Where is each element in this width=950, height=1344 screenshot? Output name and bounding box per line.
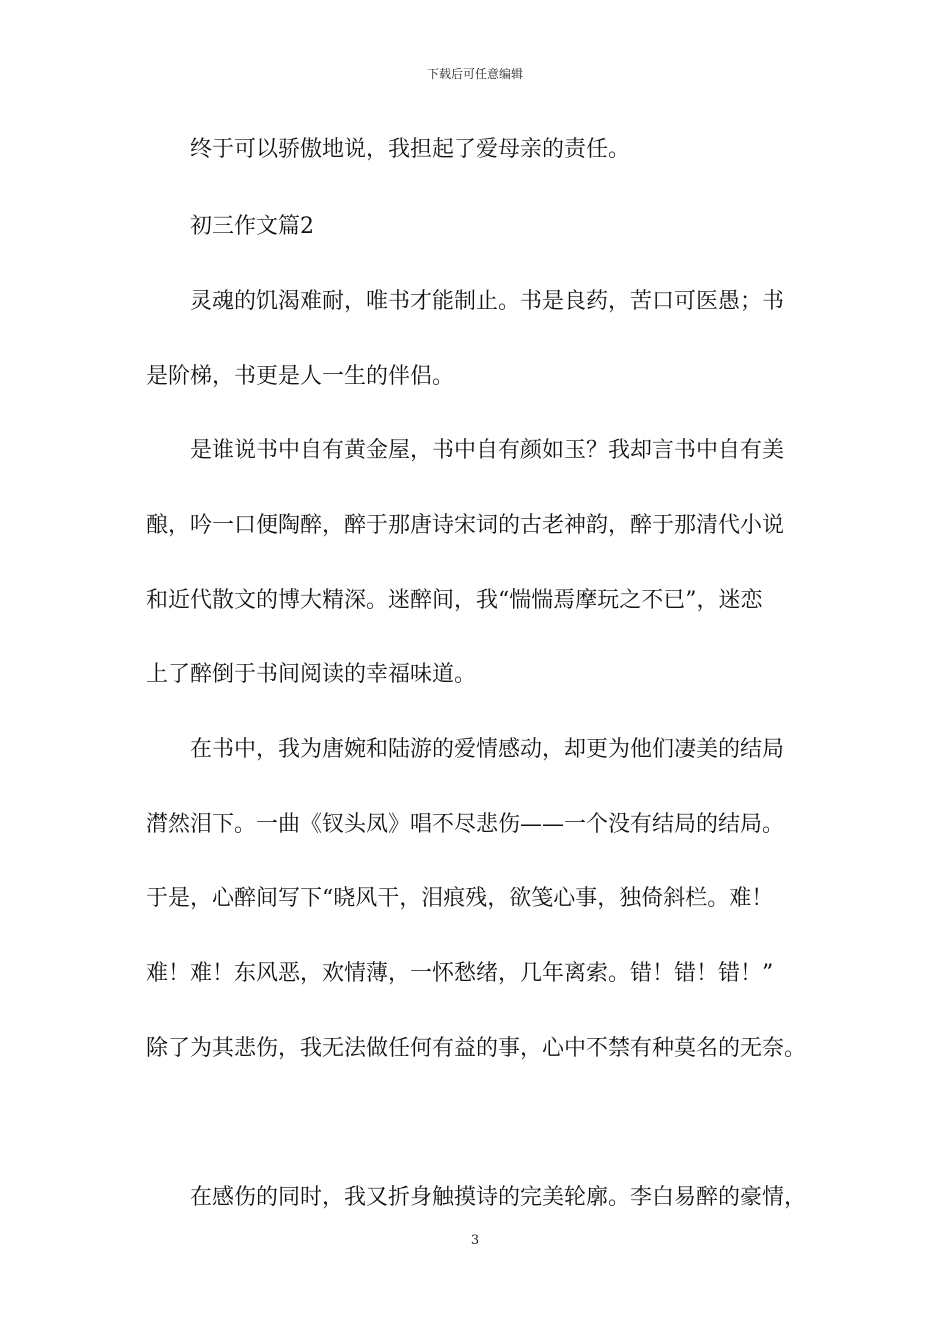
text-line: 在书中，我为唐婉和陆游的爱情感动，却更为他们凄美的结局: [190, 737, 785, 762]
text-line: 酿，吟一口便陶醉，醉于那唐诗宋词的古老神韵，醉于那清代小说: [146, 513, 785, 538]
text-line: 潸然泪下。一曲《钗头凤》唱不尽悲伤——一个没有结局的结局。: [146, 812, 785, 837]
text-line: 是谁说书中自有黄金屋，书中自有颜如玉？我却言书中自有美: [190, 438, 785, 463]
text-line: 在感伤的同时，我又折身触摸诗的完美轮廓。李白易醉的豪情，: [190, 1185, 807, 1210]
text-line: 灵魂的饥渴难耐，唯书才能制止。书是良药，苦口可医愚；书: [190, 289, 785, 314]
text-line: 上了醉倒于书间阅读的幸福味道。: [146, 662, 477, 687]
page-header: 下载后可任意编辑: [426, 67, 523, 81]
text-line: 是阶梯，书更是人一生的伴侣。: [146, 364, 455, 389]
section-title: 初三作文篇2: [190, 214, 314, 239]
text-line: 于是，心醉间写下“晓风干，泪痕残，欲笺心事，独倚斜栏。难！: [146, 886, 774, 911]
page-number: 3: [470, 1233, 480, 1248]
text-line: 除了为其悲伤，我无法做任何有益的事，心中不禁有种莫名的无奈。: [146, 1036, 807, 1061]
text-line: 和近代散文的博大精深。迷醉间，我“惴惴焉摩玩之不已”，迷恋: [146, 588, 763, 613]
text-line: 终于可以骄傲地说，我担起了爱母亲的责任。: [190, 137, 631, 162]
text-line: 难！难！东风恶，欢情薄，一怀愁绪，几年离索。错！错！错！”: [146, 961, 774, 986]
